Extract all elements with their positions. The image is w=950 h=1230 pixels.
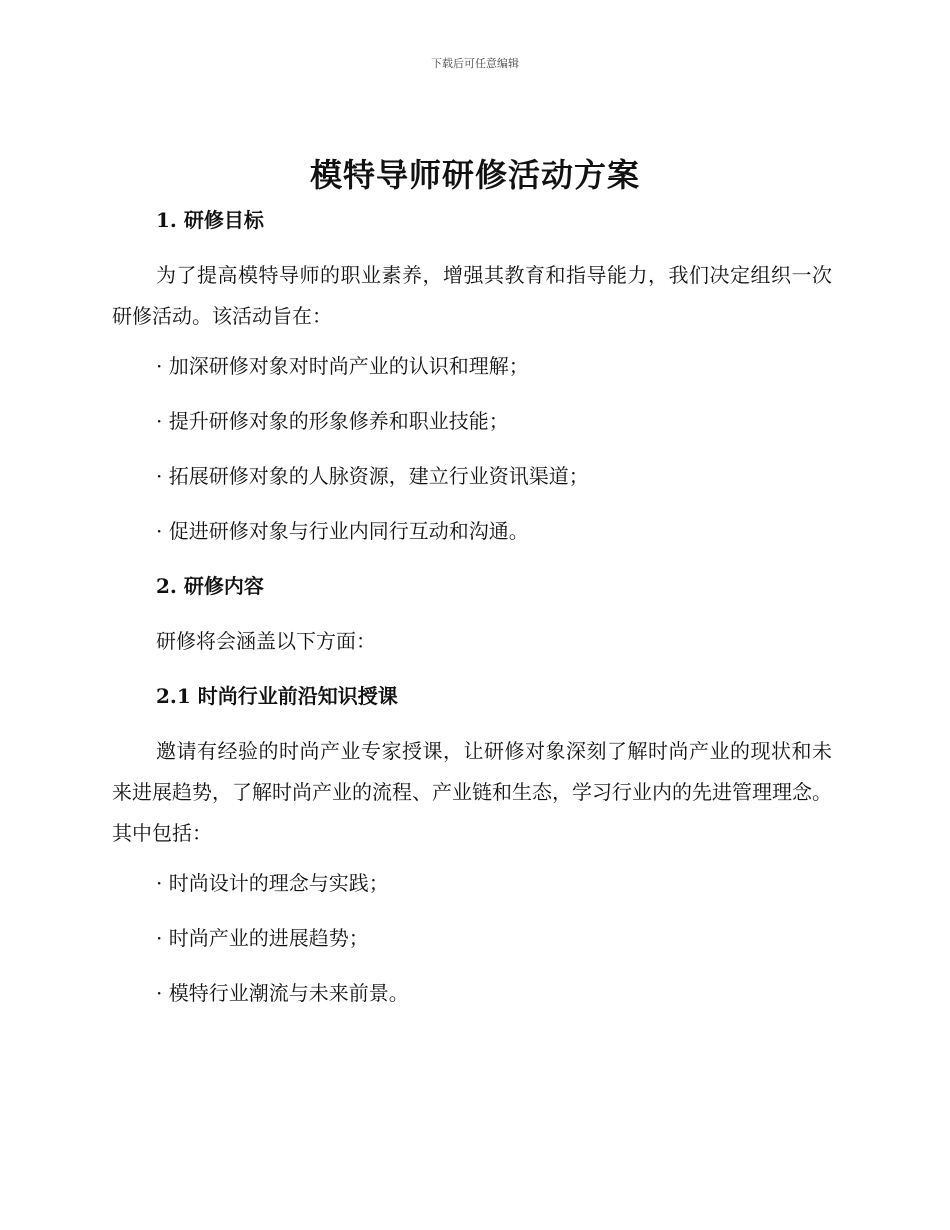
section-2-1-bullet: · 模特行业潮流与未来前景。 bbox=[156, 981, 409, 1005]
section-1-bullet: · 提升研修对象的形象修养和职业技能； bbox=[156, 409, 509, 433]
section-2-1-bullet: · 时尚产业的进展趋势； bbox=[156, 926, 369, 950]
document-title: 模特导师研修活动方案 bbox=[309, 156, 640, 194]
section-2-heading: 2. 研修内容 bbox=[156, 574, 264, 598]
section-1-bullet: · 拓展研修对象的人脉资源，建立行业资讯渠道； bbox=[156, 464, 589, 488]
section-2-1-intro: 邀请有经验的时尚产业专家授课，让研修对象深刻了解时尚产业的现状和未来进展趋势，了解时尚产业的流程、产业链和生态，学习行业内的先进管理理念。其中包括： bbox=[112, 739, 832, 845]
page-header-note: 下载后可任意编辑 bbox=[431, 57, 519, 70]
section-2-1-bullet: · 时尚设计的理念与实践； bbox=[156, 871, 389, 895]
section-2-intro: 研修将会涵盖以下方面： bbox=[156, 629, 376, 653]
section-1-heading: 1. 研修目标 bbox=[156, 208, 264, 232]
section-1-intro: 为了提高模特导师的职业素养，增强其教育和指导能力，我们决定组织一次研修活动。该活动旨在： bbox=[112, 263, 832, 328]
section-1-bullet: · 加深研修对象对时尚产业的认识和理解； bbox=[156, 354, 529, 378]
section-2-1-heading: 2.1 时尚行业前沿知识授课 bbox=[156, 684, 398, 708]
document-body bbox=[112, 205, 832, 1033]
section-1-bullet: · 促进研修对象与行业内同行互动和沟通。 bbox=[156, 519, 529, 543]
